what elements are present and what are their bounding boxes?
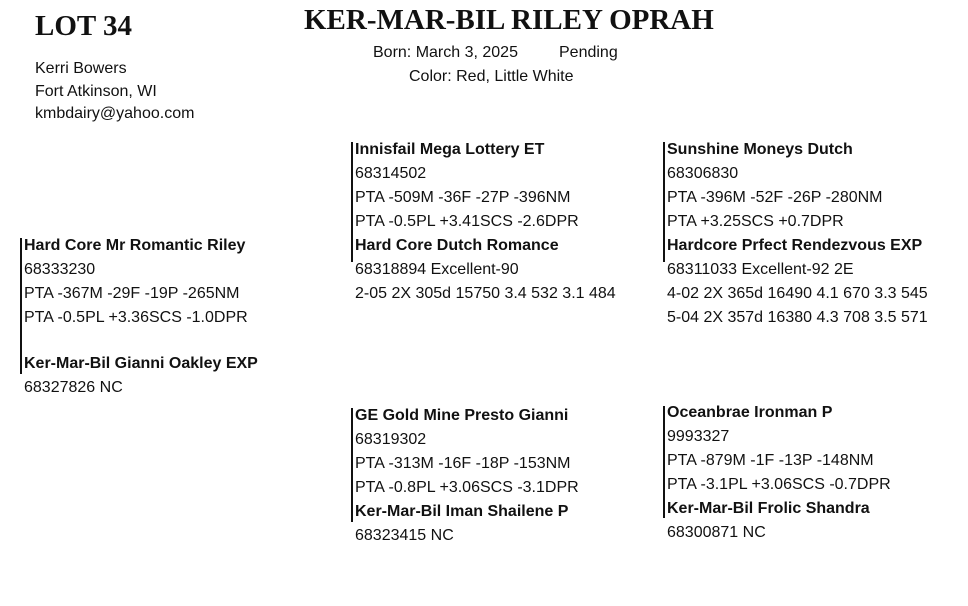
sire-name: Hard Core Mr Romantic Riley [24, 237, 246, 254]
dam-sire-reg: 68319302 [355, 431, 427, 448]
sire-pta-traits: PTA -0.5PL +3.36SCS -1.0DPR [24, 309, 248, 326]
sire-sire-sire-pta-traits: PTA +3.25SCS +0.7DPR [667, 213, 844, 230]
dam-sire-pta-production: PTA -313M -16F -18P -153NM [355, 455, 571, 472]
animal-color: Color: Red, Little White [409, 68, 574, 85]
sire-sire-block [355, 138, 616, 306]
sire-sire-pta-production: PTA -509M -36F -27P -396NM [355, 189, 571, 206]
dam-sire-sire-name: Oceanbrae Ironman P [667, 404, 833, 421]
sire-dam-dam-record-1: 4-02 2X 365d 16490 4.1 670 3.3 545 [667, 285, 928, 302]
sire-dam-reg: 68318894 Excellent-90 [355, 261, 519, 278]
sire-dam-dam-record-2: 5-04 2X 357d 16380 4.3 708 3.5 571 [667, 309, 928, 326]
pedigree-bracket [663, 406, 665, 518]
dam-name: Ker-Mar-Bil Gianni Oakley EXP [24, 355, 258, 372]
dam-sire-sire-pta-production: PTA -879M -1F -13P -148NM [667, 452, 874, 469]
consignor-location: Fort Atkinson, WI [35, 83, 157, 100]
registration-status: Pending [559, 44, 618, 61]
sire-dam-name: Hard Core Dutch Romance [355, 237, 559, 254]
consignor-name: Kerri Bowers [35, 60, 127, 77]
consignor-email[interactable]: kmbdairy@yahoo.com [35, 105, 195, 122]
pedigree-bracket [20, 238, 22, 374]
sire-dam-dam-reg: 68311033 Excellent-92 2E [667, 261, 854, 278]
dam-sire-pta-traits: PTA -0.8PL +3.06SCS -3.1DPR [355, 479, 579, 496]
dam-dam-reg: 68323415 NC [355, 527, 454, 544]
sire-sire-pta-traits: PTA -0.5PL +3.41SCS -2.6DPR [355, 213, 579, 230]
pedigree-bracket [663, 142, 665, 262]
dam-sire-sire-reg: 9993327 [667, 428, 730, 445]
sire-sire-sire-name: Sunshine Moneys Dutch [667, 141, 853, 158]
sire-pta-production: PTA -367M -29F -19P -265NM [24, 285, 240, 302]
dam-block [24, 352, 258, 400]
dam-reg: 68327826 NC [24, 379, 123, 396]
sire-sire-reg: 68314502 [355, 165, 427, 182]
sire-sire-sire-pta-production: PTA -396M -52F -26P -280NM [667, 189, 883, 206]
dam-dam-name: Ker-Mar-Bil Iman Shailene P [355, 503, 569, 520]
sire-dam-dam-name: Hardcore Prfect Rendezvous EXP [667, 237, 923, 254]
sire-sire-name: Innisfail Mega Lottery ET [355, 141, 545, 158]
pedigree-bracket [351, 142, 353, 262]
dam-sire-sire-pta-traits: PTA -3.1PL +3.06SCS -0.7DPR [667, 476, 891, 493]
sire-reg: 68333230 [24, 261, 96, 278]
dam-dam-dam-name: Ker-Mar-Bil Frolic Shandra [667, 500, 870, 517]
sire-sire-sire-reg: 68306830 [667, 165, 739, 182]
sire-dam-record: 2-05 2X 305d 15750 3.4 532 3.1 484 [355, 285, 616, 302]
lot-number: LOT 34 [35, 10, 132, 42]
birth-date: Born: March 3, 2025 [373, 44, 518, 61]
dam-sire-name: GE Gold Mine Presto Gianni [355, 407, 569, 424]
animal-name: KER-MAR-BIL RILEY OPRAH [304, 4, 714, 36]
dam-dam-dam-reg: 68300871 NC [667, 524, 766, 541]
sire-sire-sire-block [667, 138, 928, 330]
dam-sire-block [355, 404, 579, 548]
sire-block [24, 234, 248, 330]
dam-sire-sire-block [667, 401, 891, 545]
pedigree-bracket [351, 408, 353, 522]
